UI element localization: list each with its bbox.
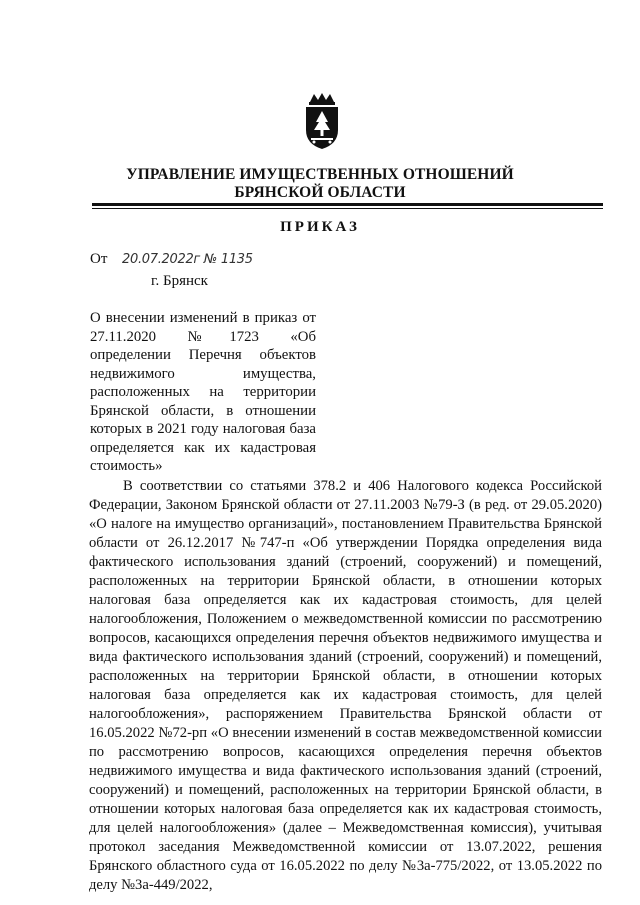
from-label: От xyxy=(90,251,108,267)
organization-name-line-2: БРЯНСКОЙ ОБЛАСТИ xyxy=(234,184,406,201)
organization-name-line-1: УПРАВЛЕНИЕ ИМУЩЕСТВЕННЫХ ОТНОШЕНИЙ xyxy=(126,166,514,183)
order-body-paragraph: В соответствии со статьями 378.2 и 406 Налогового кодекса Российской Федерации, Законом Брянской области от 27.11.2003 №79-З (в ред. от 29.05.2020) «О налоге на имущество организаций», постановлением Правительства Брянской области от 26.12.2017 №747-п «Об утверждении Порядка определения вида фактического использования зданий (строений, сооружений) и помещений, расположенных на территории Брянской области, в отношении которых налоговая база определяется как их кадастровая стоимость, для целей налогообложения, Положением о межведомственной комиссии по рассмотрению вопросов, касающихся определения перечня объектов недвижимого имущества и вида фактического использования зданий (строений, сооружений) и помещений, расположенных на территории Брянской области, в отношении которых налоговая база определяется как их кадастровая стоимость, для целей налогообложения», распоряжением Правительства Брянской области от 16.05.2022 №72-рп «О внесении изменений в состав межведомственной комиссии по рассмотрению вопросов, касающихся определения перечня объектов недвижимого имущества и вида фактического использования зданий (строений, сооружений) и помещений, расположенных на территории Брянской области, в отношении которых налоговая база определяется как их кадастровая стоимость, для целей налогообложения» (далее – Межведомственная комиссия), учитывая протокол заседания Межведомственной комиссии от 13.07.2022, решения Брянского областного суда от 16.05.2022 по делу №3а-775/2022, от 13.05.2022 по делу №3а-449/2022, xyxy=(89,478,602,893)
bryansk-coat-of-arms-icon xyxy=(302,92,342,150)
date-number-row xyxy=(90,251,253,268)
order-subject: О внесении изменений в приказ от 27.11.2020 №1723 «Об определении Перечня объектов недвижимого имущества, расположенных на территории Брянской области, в отношении которых в 2021 году налоговая база определяется как их кадастровая стоимость» xyxy=(90,310,316,474)
handwritten-date-number: 20.07.2022г № 1135 xyxy=(122,252,253,267)
document-title: ПРИКАЗ xyxy=(280,219,360,235)
header-divider-thin xyxy=(92,208,603,209)
city-label: г. Брянск xyxy=(151,273,208,289)
header-divider-thick xyxy=(92,203,603,206)
